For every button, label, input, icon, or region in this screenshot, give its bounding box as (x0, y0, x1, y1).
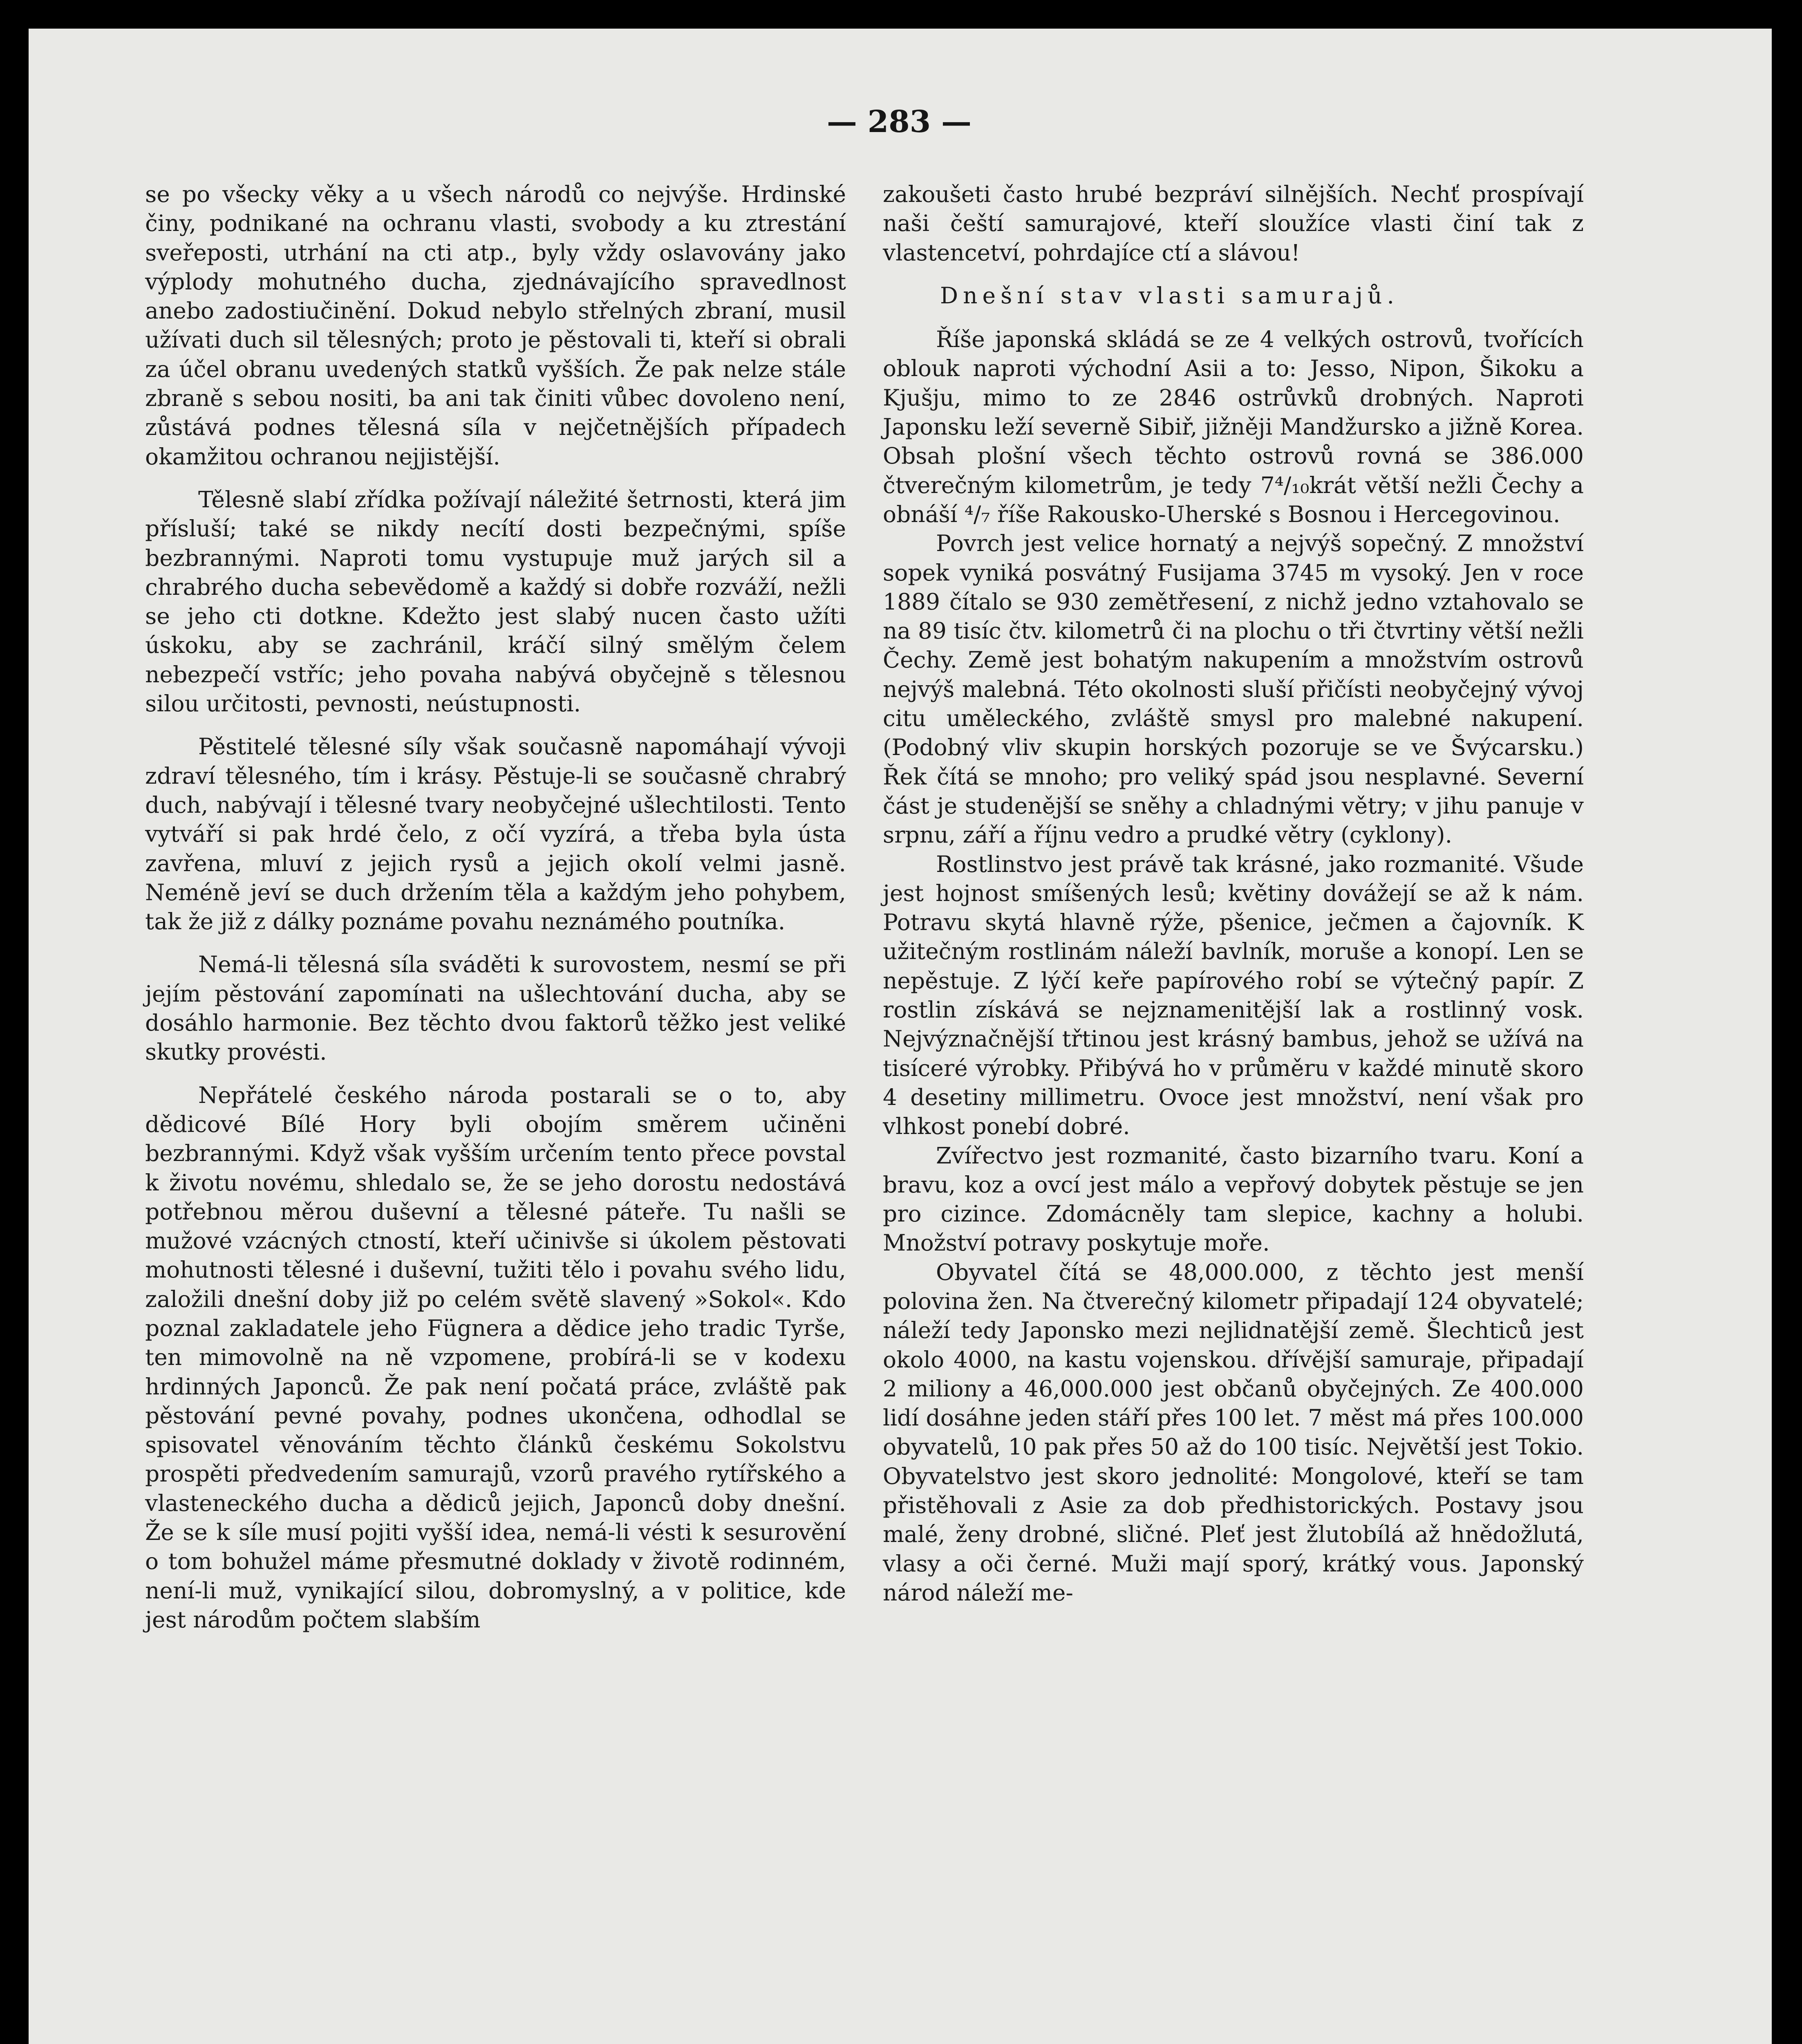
paragraph: Tělesně slabí zřídka požívají náležité šetrnosti, která jim přísluší; také se nikdy necítí dosti bezpečnými, spíše bezbrannými. Naproti tomu vystupuje muž jarých sil a chrabrého ducha sebevědomě a každý si dobře rozváží, nežli se jeho cti dotkne. Kdežto jest slabý nucen často užíti úskoku, aby se zachránil, kráčí silný smělým čelem nebezpečí vstříc; jeho povaha nabývá obyčejně s tělesnou silou určitosti, pevnosti, neústupnosti. (145, 486, 846, 717)
left-column (145, 180, 846, 1634)
paragraph: Povrch jest velice hornatý a nejvýš sopečný. Z množství sopek vyniká posvátný Fusijama 3745 m vysoký. Jen v roce 1889 čítalo se 930 zemětřesení, z nichž jedno vztahovalo se na 89 tisíc čtv. kilometrů či na plochu o tři čtvrtiny větší nežli Čechy. Země jest bohatým nakupením a množstvím ostrovů nejvýš malebná. Této okolnosti sluší přičísti neobyčejný vývoj citu uměleckého, zvláště smysl pro malebné nakupení. (Podobný vliv skupin horských pozoruje se ve Švýcarsku.) Řek čítá se mnoho; pro veliký spád jsou nesplavné. Severní část je studenější se sněhy a chladnými větry; v jihu panuje v srpnu, září a říjnu vedro a prudké větry (cyklony). (883, 530, 1584, 848)
paragraph: Říše japonská skládá se ze 4 velkých ostrovů, tvořících oblouk naproti východní Asii a to: Jesso, Nipon, Šikoku a Kjušju, mimo to ze 2846 ostrůvků drobných. Naproti Japonsku leží severně Sibiř, jižněji Mandžursko a jižně Korea. Obsah plošní všech těchto ostrovů rovná se 386.000 čtverečným kilometrům, je tedy 7⁴/₁₀krát větší nežli Čechy a obnáší ⁴/₇ říše Rakousko-Uherské s Bosnou i Hercegovinou. (883, 326, 1584, 527)
paragraph: Rostlinstvo jest právě tak krásné, jako rozmanité. Všude jest hojnost smíšených lesů; květiny dovážejí se až k nám. Potravu skytá hlavně rýže, pšenice, ječmen a čajovník. K užitečným rostlinám náleží bavlník, moruše a konopí. Len se nepěstuje. Z lýčí keře papírového robí se výtečný papír. Z rostlin získává se nejznamenitější lak a rostlinný vosk. Nejvýznačnější třtinou jest krásný bambus, jehož se užívá na tisíceré výrobky. Přibývá ho v průměru v každé minutě skoro 4 desetiny millimetru. Ovoce jest množství, není však pro vlhkost ponebí dobré. (883, 851, 1584, 1140)
page-number: — 283 — (827, 104, 972, 139)
right-column (883, 180, 1584, 1607)
paragraph: se po všecky věky a u všech národů co nejvýše. Hrdinské činy, podnikané na ochranu vlasti, svobody a ku ztrestání sveřeposti, utrhání na cti atp., byly vždy oslavovány jako výplody mohutného ducha, zjednávajícího spravedlnost anebo zadostiučinění. Dokud nebylo střelných zbraní, musil užívati duch sil tělesných; proto je pěstovali ti, kteří si obrali za účel obranu uvedených statků vyšších. Že pak nelze stále zbraně s sebou nositi, ba ani tak činiti vůbec dovoleno není, zůstává podnes tělesná síla v nejčetnějších případech okamžitou ochranou nejjistější. (145, 181, 846, 470)
paragraph: Zvířectvo jest rozmanité, často bizarního tvaru. Koní a bravu, koz a ovcí jest málo a vepřový dobytek pěstuje se jen pro cizince. Zdomácněly tam slepice, kachny a holubi. Množství potravy poskytuje moře. (883, 1142, 1584, 1256)
scanned-page (29, 29, 1772, 2044)
paragraph: Nemá-li tělesná síla sváděti k surovostem, nesmí se při jejím pěstování zapomínati na ušlechtování ducha, aby se dosáhlo harmonie. Bez těchto dvou faktorů těžko jest veliké skutky provésti. (145, 951, 846, 1065)
section-heading: Dnešní stav vlasti samurajů. (940, 282, 1399, 309)
paragraph: zakoušeti často hrubé bezpráví silnějších. Nechť prospívají naši čeští samurajové, kteří sloužíce vlasti činí tak z vlastencetví, pohrdajíce ctí a slávou! (883, 181, 1584, 266)
paragraph: Nepřátelé českého národa postarali se o to, aby dědicové Bílé Hory byli obojím směrem učiněni bezbrannými. Když však vyšším určením tento přece povstal k životu novému, shledalo se, že se jeho dorostu nedostává potřebnou měrou duševní a tělesné páteře. Tu našli se mužové vzácných ctností, kteří učinivše si úkolem pěstovati mohutnosti tělesné i duševní, tužiti tělo i povahu svého lidu, založili dnešní doby již po celém světě slavený »Sokol«. Kdo poznal zakladatele jeho Fügnera a dědice jeho tradic Tyrše, ten mimovolně na ně vzpomene, probírá-li se v kodexu hrdinných Japonců. Že pak není počatá práce, zvláště pak pěstování pevné povahy, podnes ukončena, odhodlal se spisovatel věnováním těchto článků českému Sokolstvu prospěti předvedením samurajů, vzorů pravého rytířského a vlasteneckého ducha a dědiců jejich, Japonců doby dnešní. Že se k síle musí pojiti vyšší idea, nemá-li vésti k sesurovění o tom bohužel máme přesmutné doklady v životě rodinném, není-li muž, vynikající silou, dobromyslný, a v politice, kde jest národům počtem slabším (145, 1082, 846, 1633)
paragraph: Obyvatel čítá se 48,000.000, z těchto jest menší polovina žen. Na čtverečný kilometr připadají 124 obyvatelé; náleží tedy Japonsko mezi nejlidnatější země. Šlechticů jest okolo 4000, na kastu vojenskou. dřívější samuraje, připadají 2 miliony a 46,000.000 jest občanů obyčejných. Ze 400.000 lidí dosáhne jeden stáří přes 100 let. 7 měst má přes 100.000 obyvatelů, 10 pak přes 50 až do 100 tisíc. Největší jest Tokio. Obyvatelstvo jest skoro jednolité: Mongolové, kteří se tam přistěhovali z Asie za dob předhistorických. Postavy jsou malé, ženy drobné, sličné. Pleť jest žlutobílá až hnědožlutá, vlasy a oči černé. Muži mají sporý, krátký vous. Japonský národ náleží me- (883, 1259, 1584, 1606)
paragraph: Pěstitelé tělesné síly však současně napomáhají vývoji zdraví tělesného, tím i krásy. Pěstuje-li se současně chrabrý duch, nabývají i tělesné tvary neobyčejné ušlechtilosti. Tento vytváří si pak hrdé čelo, z očí vyzírá, a třeba byla ústa zavřena, mluví z jejich rysů a jejich okolí velmi jasně. Neméně jeví se duch držením těla a každým jeho pohybem, tak že již z dálky poznáme povahu neznámého poutníka. (145, 733, 846, 935)
